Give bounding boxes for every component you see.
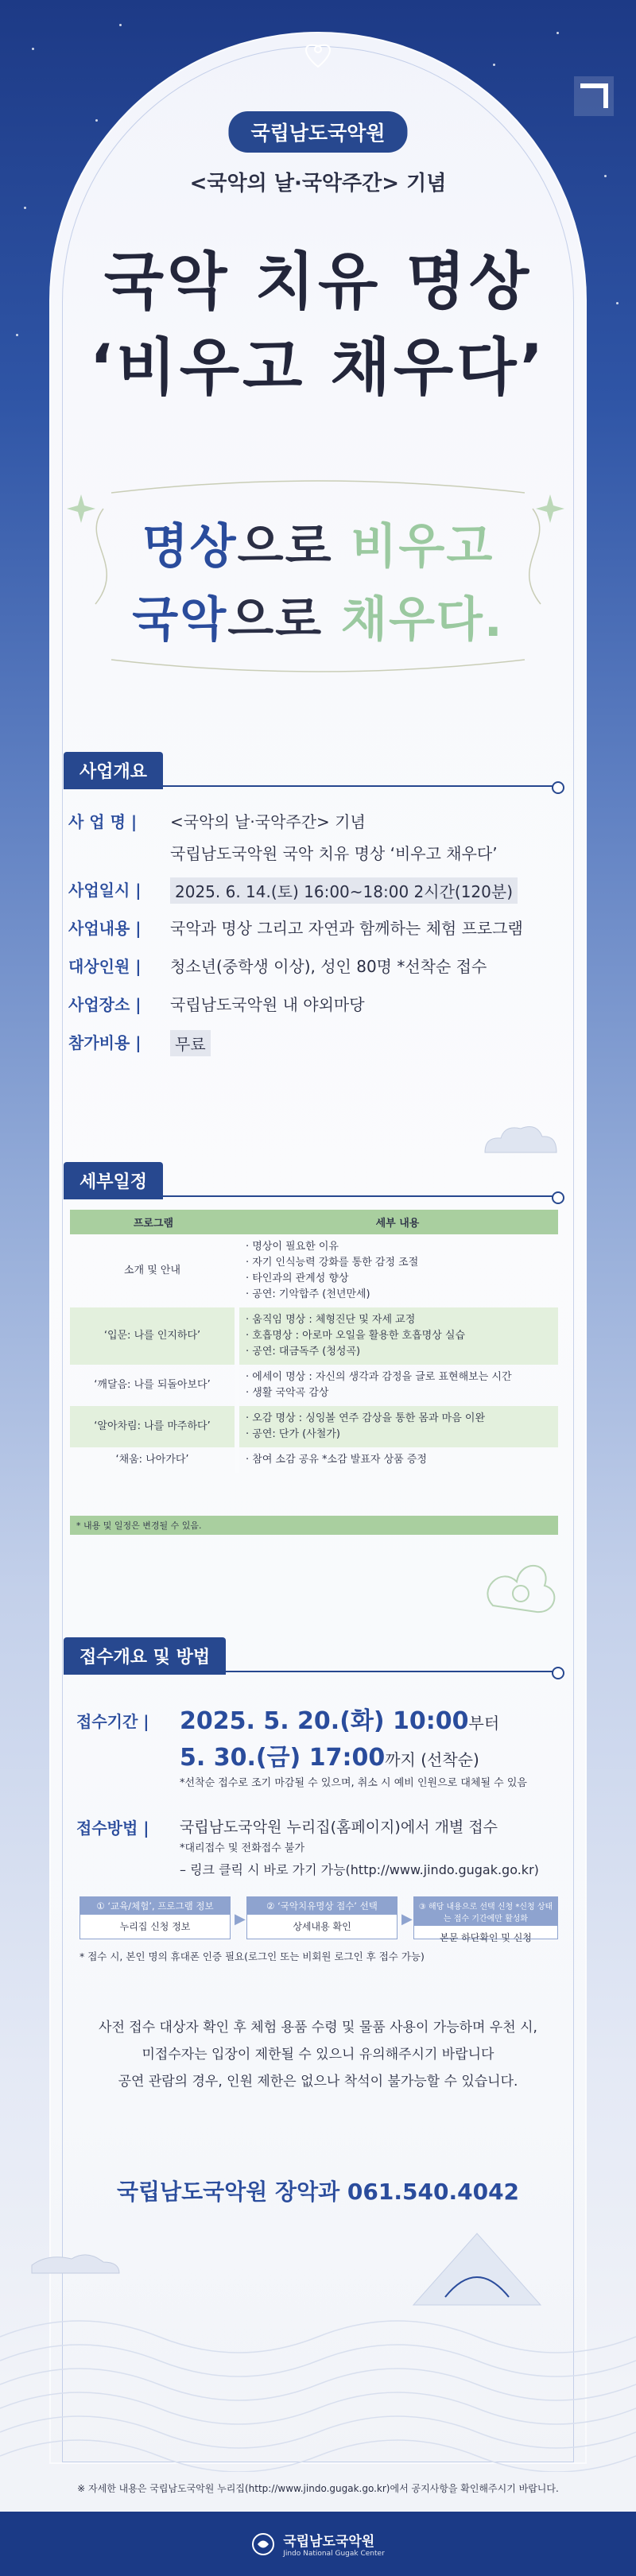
- schedule-header-details: 세부 내용: [237, 1210, 558, 1234]
- table-row: ‘깨달음: 나를 되돌아보다’ · 에세이 명상 : 자신의 생각과 감정을 글로 표현해보는 시간 · 생활 국악곡 감상: [70, 1365, 558, 1406]
- footer-note: ※ 자세한 내용은 국립남도국악원 누리집(http://www.jindo.gugak.go.kr)에서 공지사항을 확인해주시기 바랍니다.: [77, 2483, 559, 2494]
- table-row: ‘알아차림: 나를 마주하다’ · 오감 명상 : 싱잉볼 연주 감상을 통한 몸과 마음 이완 · 공연: 단가 (사철가): [70, 1406, 558, 1447]
- knot-ornament-icon: [294, 38, 342, 70]
- step-3: ③ 해당 내용으로 선택 신청 *신청 상태는 접수 기간에만 활성화 본문 하단확인 및 신청: [413, 1896, 558, 1939]
- contact-info: 국립남도국악원 장악과 061.540.4042: [116, 2179, 520, 2205]
- overview-section-title: 사업개요: [64, 752, 163, 789]
- org-pill: 국립남도국악원: [228, 111, 407, 153]
- slogan-line1: [0, 509, 636, 577]
- notice-line-2: 미접수자는 입장이 제한될 수 있으니 유의해주시기 바랍니다: [142, 2047, 494, 2063]
- schedule-header-program: 프로그램: [70, 1210, 237, 1234]
- method-note: *대리접수 및 전화접수 불가: [180, 1842, 305, 1854]
- wave-pattern: [0, 2210, 636, 2472]
- overview-section-line: [64, 785, 556, 787]
- overview-row-fee: 참가비용 | 무료: [68, 1030, 211, 1056]
- cloud-ornament-icon: [477, 1550, 564, 1629]
- event-subtitle: <국악의 날·국악주간> 기념: [189, 172, 447, 196]
- table-row: ‘입문: 나를 인지하다’ · 움직임 명상 : 체형진단 및 자세 교정 · 호흡명상 : 아로마 오일을 활용한 호흡명상 실습 · 공연: 대금독주 (청성곡): [70, 1307, 558, 1365]
- footer-org-name-en: Jindo National Gugak Center: [283, 2550, 385, 2558]
- schedule-section-line: [64, 1195, 556, 1197]
- step-arrow-icon: ▶: [235, 1911, 246, 1927]
- step-1: ① ‘교육/체험’, 프로그램 정보 누리집 신청 정보: [80, 1896, 231, 1939]
- slogan-particle: 으로: [227, 592, 342, 648]
- method-link[interactable]: – 링크 클릭 시 바로 가기 가능(http://www.jindo.gugak.go.kr): [180, 1862, 539, 1877]
- schedule-section-title: 세부일정: [64, 1162, 163, 1199]
- slogan-word-meditation: 명상: [142, 519, 238, 575]
- notice-line-3: 공연 관람의 경우, 인원 제한은 없으나 착석이 불가능할 수 있습니다.: [118, 2074, 518, 2090]
- method-value: 국립남도국악원 누리집(홈페이지)에서 개별 접수: [180, 1819, 498, 1836]
- method-label: 접수방법 |: [76, 1819, 149, 1838]
- overview-row-name-cont: 국립남도국악원 국악 치유 명상 ‘비우고 채우다’: [170, 844, 498, 863]
- period-label: 접수기간 |: [76, 1712, 149, 1731]
- corner-logo-icon: [574, 76, 614, 116]
- table-row: ‘채움: 나아가다’ · 참여 소감 공유 *소감 발표자 상품 증정: [70, 1447, 558, 1473]
- page-title-line2: ‘비우고 채우다’: [89, 332, 547, 404]
- footer-bar: [0, 2512, 636, 2576]
- page-title-line1: 국악 치유 명상: [103, 246, 533, 318]
- overview-row-date: 사업일시 | 2025. 6. 14.(토) 16:00~18:00 2시간(120분): [68, 877, 518, 904]
- slogan-word-gugak: 국악: [132, 592, 228, 648]
- notice-line-1: 사전 접수 대상자 확인 후 체험 용품 수령 및 물품 사용이 가능하며 우천 시,: [99, 2020, 537, 2036]
- period-end: 5. 30.(금) 17:00까지 (선착순): [180, 1744, 479, 1772]
- steps-note: * 접수 시, 본인 명의 휴대폰 인증 필요(로그인 또는 비회원 로그인 후 접수 가능): [80, 1950, 425, 1962]
- application-section-title: 접수개요 및 방법: [64, 1637, 226, 1675]
- schedule-table: [70, 1210, 558, 1473]
- overview-row-place: 사업장소 | 국립남도국악원 내 야외마당: [68, 995, 365, 1014]
- step-2: ② ‘국악치유명상 접수’ 선택 상세내용 확인: [246, 1896, 398, 1939]
- period-start: 2025. 5. 20.(화) 10:00부터: [180, 1707, 500, 1735]
- schedule-note: * 내용 및 일정은 변경될 수 있음.: [70, 1516, 558, 1535]
- application-section-line: [64, 1671, 556, 1672]
- step-arrow-icon: ▶: [401, 1911, 413, 1927]
- footer-org-name: 국립남도국악원: [283, 2534, 375, 2550]
- overview-row-content: 사업내용 | 국악과 명상 그리고 자연과 함께하는 체험 프로그램: [68, 919, 523, 938]
- table-row: 소개 및 안내 · 명상이 필요한 이유 · 자기 인식능력 강화를 통한 감정 조절 · 타인과의 관계성 향상 · 공연: 기악합주 (천년만세): [70, 1234, 558, 1307]
- slogan-word-fill: 채우다.: [341, 592, 504, 648]
- slogan-line2: [0, 582, 636, 650]
- overview-row-target: 대상인원 | 청소년(중학생 이상), 성인 80명 *선착순 접수: [68, 957, 487, 976]
- org-logo-icon: [251, 2532, 275, 2556]
- slogan-word-empty: 비우고: [351, 519, 494, 575]
- cloud-icon: [477, 1121, 564, 1160]
- slogan-particle: 으로: [237, 519, 351, 575]
- overview-row-name: 사 업 명 | <국악의 날·국악주간> 기념: [68, 812, 366, 831]
- period-note: *선착순 접수로 조기 마감될 수 있으며, 취소 시 예비 인원으로 대체될 수 있음: [180, 1777, 527, 1789]
